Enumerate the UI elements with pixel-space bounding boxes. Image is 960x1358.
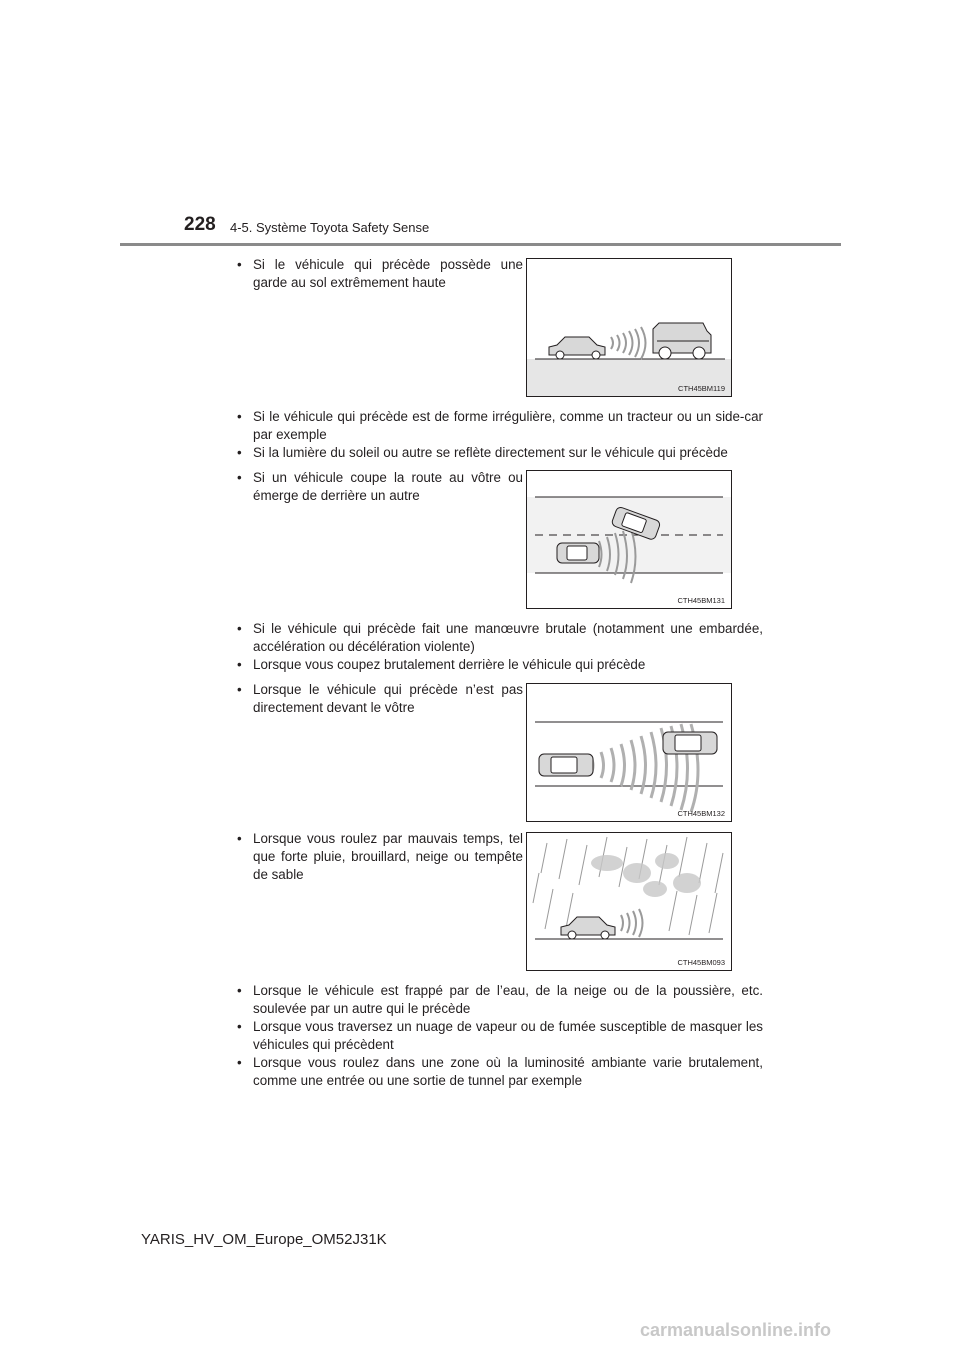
- own-car-icon: [557, 543, 599, 563]
- figure-code: CTH45BM131: [677, 596, 725, 605]
- bullet-text: Lorsque le véhicule est frappé par de l’eau, de la neige ou de la poussière, etc. soulevée par un autre qui le précède: [253, 983, 763, 1016]
- bullet-text: Lorsque vous roulez dans une zone où la luminosité ambiante varie brutalement, comme une entrée ou une sortie de tunnel par exemple: [253, 1055, 763, 1088]
- page-number: 228: [184, 214, 216, 235]
- bullet-high-clearance: [235, 256, 523, 292]
- bullet-text: Si un véhicule coupe la route au vôtre ou émerge de derrière un autre: [253, 470, 523, 503]
- bullet-bad-weather: [235, 830, 523, 884]
- bullet-offset-vehicle: [235, 681, 523, 717]
- bullet-text: Si le véhicule qui précède possède une garde au sol extrêmement haute: [253, 257, 523, 290]
- figure-bad-weather: [526, 832, 732, 971]
- illustration-bad-weather: [527, 833, 731, 970]
- bullet-text: Lorsque vous traversez un nuage de vapeur ou de fumée susceptible de masquer les véhicules qui précèdent: [253, 1019, 763, 1052]
- bullet-irregular-shape: [235, 408, 763, 444]
- own-car-icon: [539, 754, 593, 776]
- bullet-text: Lorsque vous roulez par mauvais temps, tel que forte pluie, brouillard, neige ou tempête de sable: [253, 831, 523, 882]
- bullet-marker: •: [237, 409, 242, 424]
- bullet-marker: •: [237, 1019, 242, 1034]
- figure-cut-in: [526, 470, 732, 609]
- figure-code: CTH45BM093: [677, 958, 725, 967]
- figure-high-clearance: [526, 258, 732, 397]
- bullet-text: Si le véhicule qui précède fait une manœuvre brutale (notamment une embardée, accélération ou décélération violente): [253, 621, 763, 654]
- bullet-cut-in: [235, 469, 523, 505]
- header-divider: [120, 243, 841, 246]
- bullet-text: Lorsque le véhicule qui précède n’est pas directement devant le vôtre: [253, 682, 523, 715]
- bullet-marker: •: [237, 983, 242, 998]
- section-title: 4-5. Système Toyota Safety Sense: [230, 220, 430, 235]
- suv-icon: [653, 323, 711, 359]
- figure-offset-vehicle: [526, 683, 732, 822]
- bullet-splashed: [235, 982, 763, 1018]
- bullet-marker: •: [237, 257, 242, 272]
- preceding-car-icon: [663, 732, 717, 754]
- bullet-steam-smoke: [235, 1018, 763, 1054]
- bullet-sun-reflection: [235, 444, 763, 462]
- bullet-text: Lorsque vous coupez brutalement derrière le véhicule qui précède: [253, 657, 646, 672]
- figure-code: CTH45BM119: [678, 384, 725, 393]
- own-car-icon: [561, 917, 615, 939]
- bullet-marker: •: [237, 1055, 242, 1070]
- bullet-brightness-change: [235, 1054, 763, 1090]
- own-car-icon: [549, 337, 605, 359]
- illustration-cut-in: [527, 471, 731, 608]
- illustration-offset-vehicle: [527, 684, 731, 821]
- bullet-marker: •: [237, 831, 242, 846]
- bullet-marker: •: [237, 682, 242, 697]
- bullet-text: Si le véhicule qui précède est de forme irrégulière, comme un tracteur ou un side-car par exemple: [253, 409, 763, 442]
- figure-code: CTH45BM132: [677, 809, 725, 818]
- bullet-sudden-maneuver: [235, 620, 763, 656]
- manual-id: YARIS_HV_OM_Europe_OM52J31K: [141, 1231, 387, 1248]
- bullet-text: Si la lumière du soleil ou autre se reflète directement sur le véhicule qui précède: [253, 445, 728, 460]
- bullet-marker: •: [237, 445, 242, 460]
- bullet-marker: •: [237, 657, 242, 672]
- watermark: carmanualsonline.info: [640, 1320, 832, 1340]
- bullet-cut-behind: [235, 656, 763, 674]
- bullet-marker: •: [237, 470, 242, 485]
- bullet-marker: •: [237, 621, 242, 636]
- illustration-high-clearance: [527, 259, 731, 396]
